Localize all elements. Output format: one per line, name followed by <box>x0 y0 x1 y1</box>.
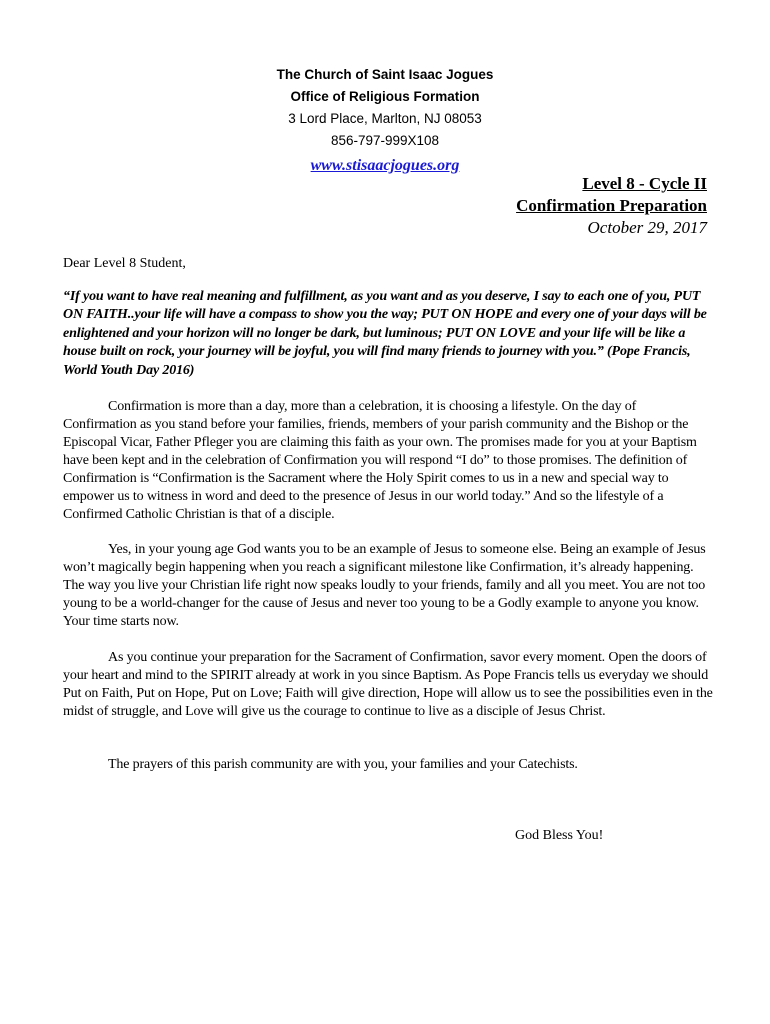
body-paragraph-3: As you continue your preparation for the Sacrament of Confirmation, savor every moment. Open the doors of your heart and mind to the SPIRIT already at work in you since Baptism. As Pope Francis tells us everyday we should Put on Faith, Put on Hope, Put on Love; Faith will give direction, Hope will allow us to see the possibilities even in the midst of struggle, and Love will give us the courage to continue to live as a disciple of Jesus Christ. <box>63 650 713 719</box>
church-name: The Church of Saint Isaac Jogues <box>276 67 494 82</box>
church-phone: 856-797-999X108 <box>330 133 440 148</box>
office-name: Office of Religious Formation <box>290 89 480 104</box>
level-heading: Level 8 - Cycle II <box>582 174 707 193</box>
letterhead <box>0 64 770 178</box>
body-paragraph-2: Yes, in your young age God wants you to be an example of Jesus to someone else. Being an example of Jesus won’t magically begin happening when you reach a significant milestone like Confirmation, it’s already happening. The way you live your Christian life right now speaks loudly to your friends, family and all you meet. You are not too young to be a world-changer for the cause of Jesus and never too young to be a Godly example to anyone you know. Your time starts now. <box>63 542 706 629</box>
document-meta <box>516 173 707 239</box>
body-paragraph-1: Confirmation is more than a day, more than a celebration, it is choosing a lifestyle. On the day of Confirmation as you stand before your families, friends, members of your parish community and the Bishop or the Episcopal Vicar, Father Pfleger you are claiming this faith as your own. The promises made for you at your Baptism have been kept and in the celebration of Confirmation you will respond “I do” to those promises. The definition of Confirmation is “Confirmation is the Sacrament where the Holy Spirit comes to us in a new and special way to empower us to witness in word and deed to the presence of Jesus in our world today.” And so the lifestyle of a Confirmed Catholic Christian is that of a disciple. <box>63 399 697 522</box>
document-date: October 29, 2017 <box>587 218 707 237</box>
document-title: Confirmation Preparation <box>516 196 707 215</box>
closing-blessing: God Bless You! <box>515 828 604 843</box>
salutation: Dear Level 8 Student, <box>63 256 186 271</box>
website-link[interactable]: www.stisaacjogues.org <box>310 157 460 174</box>
body-paragraph-4: The prayers of this parish community are with you, your families and your Catechists. <box>108 757 578 772</box>
church-address: 3 Lord Place, Marlton, NJ 08053 <box>288 111 482 126</box>
pope-francis-quote: “If you want to have real meaning and fulfillment, as you want and as you deserve, I say to each one of you, PUT ON FAITH..your life will have a compass to show you the way; PUT ON HOPE and every one of your days will be enlightened and your horizon will no longer be dark, but luminous; PUT ON LOVE and your life will be like a house built on rock, your journey will be joyful, you will find many friends to journey with you.” (Pope Francis, World Youth Day 2016) <box>63 289 707 378</box>
